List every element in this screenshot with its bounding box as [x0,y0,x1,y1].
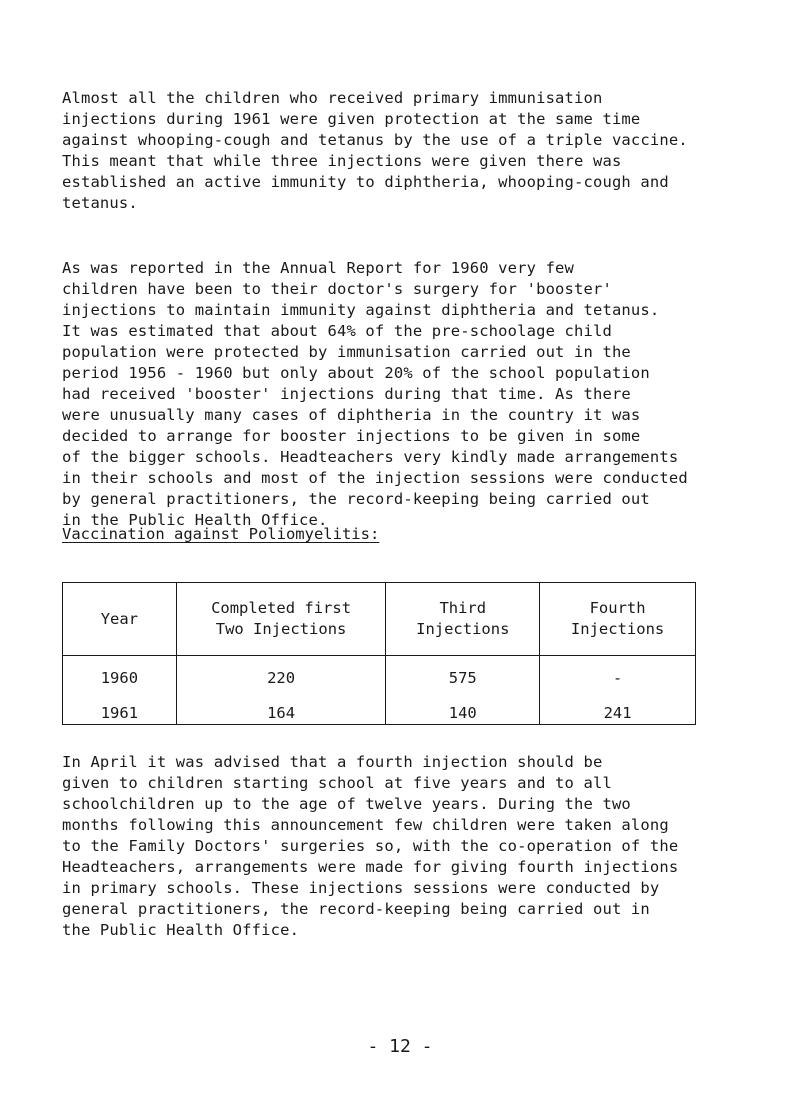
paragraph-booster-injections: As was reported in the Annual Report for 1960 very few children have been to their doctor's surgery for 'booster' injections to maintain immunity against diphtheria and tetanus. It was estimated that about 64% of the pre-schoolage child population were protected by immunisation carried out in the period 1956 - 1960 but only about 20% of the school population had received 'booster' injections during that time. As there were unusually many cases of diphtheria in the country it was decided to arrange for booster injections to be given in some of the bigger schools. Headteachers very kindly made arrangements in their schools and most of the injection sessions were conducted by general practitioners, the record-keeping being carried out in the Public Health Office. [62,259,688,529]
page-number: - 12 - [367,1036,433,1057]
cell-third: 575 140 [386,656,540,725]
header-completed-first-two: Completed first Two Injections [176,583,386,656]
cell-year [63,656,177,725]
paragraph-fourth-injection: In April it was advised that a fourth injection should be given to children starting school at five years and to all schoolchildren up to the age of twelve years. During the two months following this announcement few children were taken along to the Family Doctors' surgeries so, with the co-operation of the Headteachers, arrangements were made for giving fourth injections in primary schools. These injections sessions were conducted by general practitioners, the record-keeping being carried out in the Public Health Office. [62,753,679,939]
table-row: 1961 [100,704,139,722]
table-row: 1960 [100,669,139,687]
section-heading-poliomyelitis [62,524,379,545]
section-heading-colon: : [369,525,380,543]
cell-fourth: - 241 [540,656,696,725]
header-year: Year [63,583,177,656]
header-fourth-injections: Fourth Injections [540,583,696,656]
paragraph-primary-immunisation: Almost all the children who received primary immunisation injections during 1961 were given protection at the same time against whooping-cough and tetanus by the use of a triple vaccine. This meant that while three injections were given there was established an active immunity to diphtheria, whooping-cough and tetanus. [62,89,688,212]
table-header-row [63,583,696,656]
table-body-row [63,656,696,725]
section-heading-text: Vaccination against Poliomyelitis [62,525,370,543]
cell-completed-first-two: 220 164 [176,656,386,725]
header-third-injections: Third Injections [386,583,540,656]
vaccination-table [62,582,696,725]
